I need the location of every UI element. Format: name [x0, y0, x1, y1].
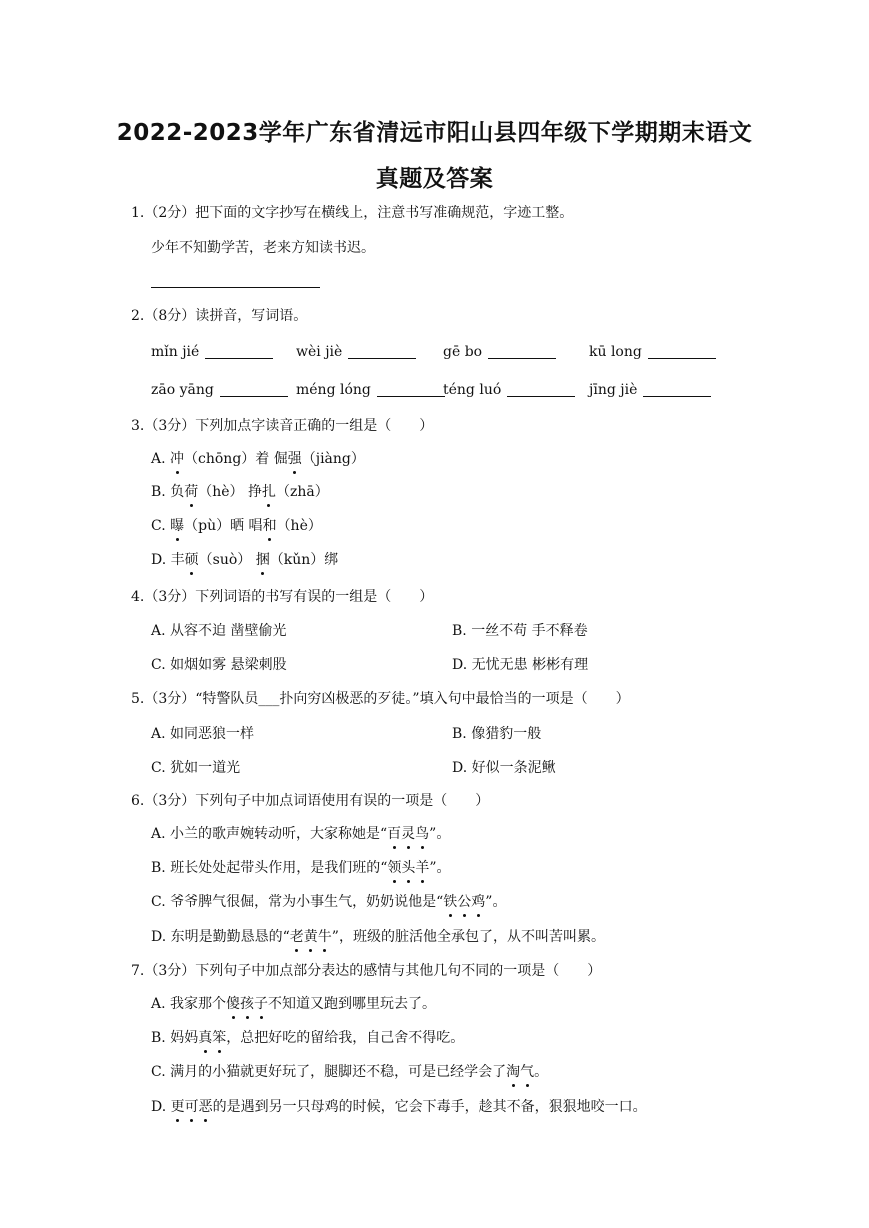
emphasis-word	[443, 894, 485, 910]
option-d: D. 丰硕（suò） 捆（kǔn）绑	[151, 552, 339, 568]
emphasis-char: 恶	[198, 1099, 213, 1115]
answer-blank	[205, 357, 273, 359]
emphasis-char: 可	[184, 1099, 199, 1115]
option-c: C. 如烟如雾 悬梁刺股	[151, 657, 287, 673]
emphasis-char: 铁	[443, 894, 458, 910]
emphasis-char: 鸡	[471, 894, 486, 910]
pinyin-item	[296, 342, 416, 362]
option-b: B. 班长处处起带头作用，是我们班的“领头羊”。	[151, 860, 451, 876]
option-b: B. 负荷（hè） 挣扎（zhā）	[151, 484, 329, 500]
emphasis-char: 硕	[184, 552, 199, 568]
option-a: A. 从容不迫 凿壁偷光	[151, 623, 287, 639]
question-2-stem: 2.（8分）读拼音，写词语。	[131, 308, 308, 324]
emphasis-char: 强	[287, 451, 302, 467]
pinyin-text: gē bo	[443, 344, 483, 360]
pinyin-text: méng lóng	[296, 382, 371, 398]
option-c: C. 爷爷脾气很倔，常为小事生气，奶奶说他是“铁公鸡”。	[151, 894, 507, 910]
pinyin-text: kū long	[589, 344, 642, 360]
emphasis-char: 领	[387, 860, 402, 876]
pinyin-text: jīng jiè	[589, 382, 638, 398]
pinyin-text: wèi jiè	[296, 344, 343, 360]
emphasis-char: 淘	[506, 1064, 521, 1080]
answer-blank	[643, 395, 711, 397]
answer-blank-line	[151, 287, 320, 288]
emphasis-char: 曝	[170, 518, 185, 534]
emphasis-char: 笨	[212, 1030, 227, 1046]
question-1-text: 少年不知勤学苦，老来方知读书迟。	[151, 240, 375, 256]
emphasis-word	[226, 996, 268, 1012]
answer-blank	[488, 357, 556, 359]
pinyin-item	[151, 380, 288, 400]
emphasis-word	[387, 826, 429, 842]
emphasis-char: 更	[170, 1099, 185, 1115]
emphasis-char: 头	[401, 860, 416, 876]
emphasis-word	[171, 1099, 213, 1115]
question-5-stem: 5.（3分）“特警队员___扑向穷凶极恶的歹徒。”填入句中最恰当的一项是（ ）	[131, 691, 630, 707]
option-c: C. 满月的小猫就更好玩了，腿脚还不稳，可是已经学会了淘气。	[151, 1064, 549, 1080]
emphasis-char: 子	[254, 996, 269, 1012]
question-3-stem: 3.（3分）下列加点字读音正确的一组是（ ）	[131, 418, 434, 434]
pinyin-item	[296, 380, 445, 400]
emphasis-char: 荷	[184, 484, 199, 500]
answer-blank	[348, 357, 416, 359]
pinyin-text: téng luó	[443, 382, 502, 398]
option-b: B. 妈妈真笨，总把好吃的留给我，自己舍不得吃。	[151, 1030, 465, 1046]
emphasis-char: 百	[387, 826, 402, 842]
emphasis-word	[290, 929, 332, 945]
emphasis-char: 牛	[317, 929, 332, 945]
emphasis-word	[198, 1030, 226, 1046]
emphasis-char: 灵	[401, 826, 416, 842]
pinyin-item	[443, 342, 556, 362]
question-1-stem: 1.（2分）把下面的文字抄写在横线上，注意书写准确规范，字迹工整。	[131, 205, 574, 221]
option-b: B. 像猎豹一般	[452, 726, 542, 742]
pinyin-item	[589, 342, 716, 362]
emphasis-char: 和	[262, 518, 277, 534]
emphasis-char: 扎	[261, 484, 276, 500]
option-a: A. 如同恶狼一样	[151, 726, 255, 742]
pinyin-text: mǐn jié	[151, 344, 200, 360]
pinyin-item	[151, 342, 273, 362]
emphasis-char: 鸟	[415, 826, 430, 842]
answer-blank	[648, 357, 716, 359]
emphasis-char: 冲	[170, 451, 185, 467]
emphasis-char: 气	[520, 1064, 535, 1080]
emphasis-char: 羊	[415, 860, 430, 876]
document-title-line1: 2022-2023学年广东省清远市阳山县四年级下学期期末语文	[116, 120, 753, 146]
option-a: A. 我家那个傻孩子不知道又跑到哪里玩去了。	[151, 996, 437, 1012]
answer-blank	[507, 395, 575, 397]
emphasis-char: 真	[198, 1030, 213, 1046]
emphasis-char: 傻	[226, 996, 241, 1012]
emphasis-char: 老	[289, 929, 304, 945]
option-b: B. 一丝不苟 手不释卷	[452, 623, 588, 639]
option-a: A. 小兰的歌声婉转动听，大家称她是“百灵鸟”。	[151, 826, 451, 842]
option-d: D. 无忧无患 彬彬有理	[452, 657, 589, 673]
option-d: D. 好似一条泥鳅	[452, 760, 556, 776]
document-title-line2: 真题及答案	[375, 166, 494, 192]
answer-blank	[220, 395, 288, 397]
pinyin-item	[589, 380, 711, 400]
emphasis-word	[387, 860, 429, 876]
option-c: C. 曝（pù）晒 唱和（hè）	[151, 518, 322, 534]
question-4-stem: 4.（3分）下列词语的书写有误的一组是（ ）	[131, 589, 434, 605]
option-a: A. 冲（chōng）着 倔强（jiàng）	[151, 451, 365, 467]
emphasis-char: 黄	[303, 929, 318, 945]
question-7-stem: 7.（3分）下列句子中加点部分表达的感情与其他几句不同的一项是（ ）	[131, 963, 602, 979]
pinyin-text: zāo yāng	[151, 382, 214, 398]
pinyin-item	[443, 380, 575, 400]
option-c: C. 犹如一道光	[151, 760, 241, 776]
option-d: D. 东明是勤勤恳恳的“老黄牛”，班级的脏活他全承包了，从不叫苦叫累。	[151, 929, 605, 945]
emphasis-char: 孩	[240, 996, 255, 1012]
question-6-stem: 6.（3分）下列句子中加点词语使用有误的一项是（ ）	[131, 793, 490, 809]
emphasis-word	[506, 1064, 534, 1080]
emphasis-char: 公	[457, 894, 472, 910]
answer-blank	[377, 395, 445, 397]
emphasis-char: 捆	[255, 552, 270, 568]
option-d: D. 更可恶的是遇到另一只母鸡的时候，它会下毒手，趁其不备，狠狠地咬一口。	[151, 1099, 647, 1115]
